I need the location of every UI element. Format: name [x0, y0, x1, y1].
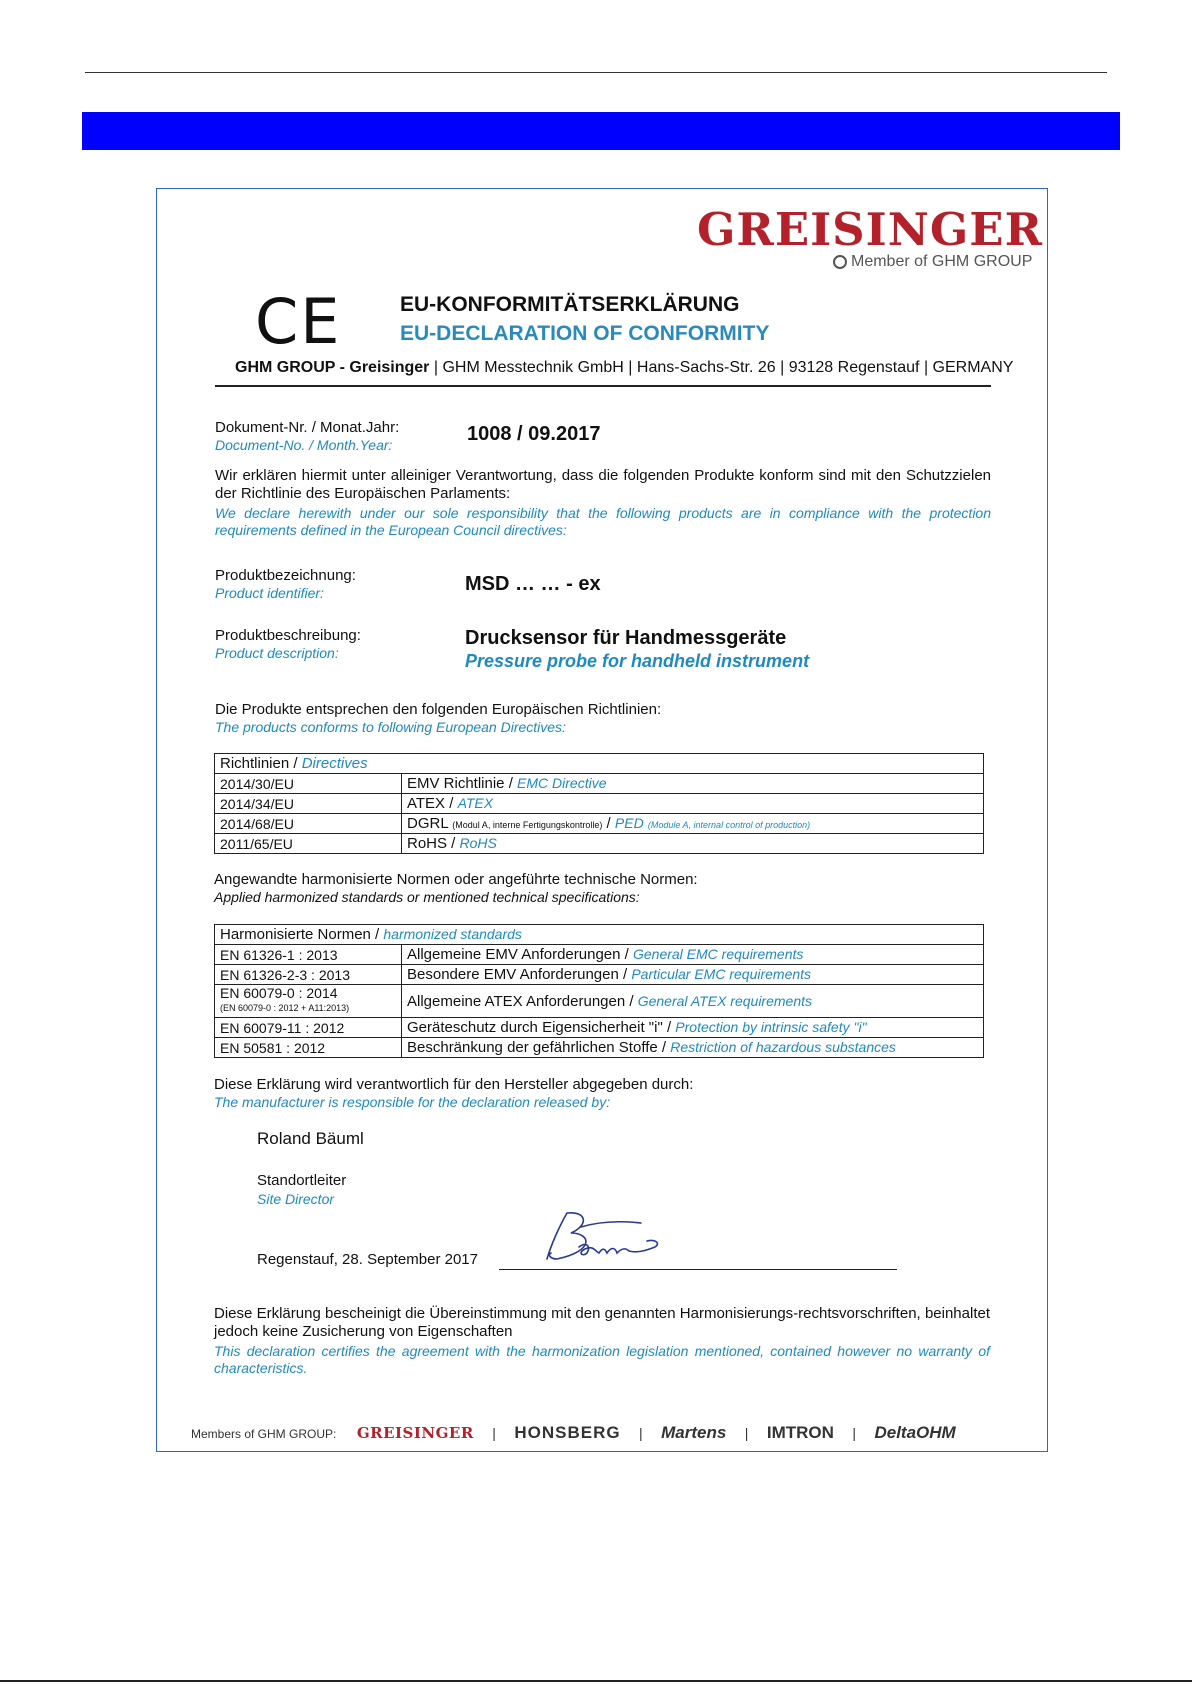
header-divider: [215, 385, 991, 387]
address-part: GHM Messtechnik GmbH: [442, 359, 624, 376]
company-address: GHM GROUP - Greisinger | GHM Messtechnik GmbH | Hans-Sachs-Str. 26 | 93128 Regenstauf | GERMANY: [235, 359, 1014, 376]
brand-deltaohm: DeltaOHM: [874, 1423, 956, 1442]
top-rule: [85, 72, 1107, 73]
document-label-en: Document-No. / Month.Year:: [215, 437, 393, 453]
table-row: 2014/34/EU ATEX / ATEX: [215, 794, 984, 814]
directives-intro-de: Die Produkte entsprechen den folgenden Europäischen Richtlinien:: [215, 701, 662, 718]
declaration-de: Wir erklären hiermit unter alleiniger Verantwortung, dass die folgenden Produkte konform sind mit den Schutzzielen der Richtlinie des Europäischen Parlaments:: [215, 467, 991, 502]
standards-table: [214, 924, 984, 1058]
member-of-ghm: [833, 253, 1032, 271]
address-part: Hans-Sachs-Str. 26: [636, 359, 776, 376]
document-number: 1008 / 09.2017: [467, 423, 601, 445]
signatory-role-en: Site Director: [257, 1191, 335, 1207]
address-part: 93128 Regenstauf: [788, 359, 920, 376]
brand-honsberg: HONSBERG: [514, 1423, 621, 1442]
directives-intro-en: The products conforms to following European Directives:: [215, 719, 566, 735]
title-de: EU-KONFORMITÄTSERKLÄRUNG: [400, 293, 740, 316]
brand-imtron: IMTRON: [766, 1423, 834, 1442]
greisinger-logo: GREISINGER: [697, 203, 1043, 256]
document-label-de: Dokument-Nr. / Monat.Jahr:: [215, 419, 400, 436]
table-row: EN 61326-1 : 2013 Allgemeine EMV Anforderungen / General EMC requirements: [215, 945, 984, 965]
place-date: Regenstauf, 28. September 2017: [257, 1251, 478, 1268]
table-header-row: Harmonisierte Normen / harmonized standards: [215, 925, 984, 945]
section-header-bar: [82, 112, 1120, 150]
table-row: 2011/65/EU RoHS / RoHS: [215, 834, 984, 854]
standards-intro-en: Applied harmonized standards or mentioned technical specifications:: [214, 889, 640, 905]
signatory-role-de: Standortleiter: [257, 1172, 347, 1189]
declaration-en: We declare herewith under our sole responsibility that the following products are in compliance with the protection requirements defined in the European Council directives:: [215, 505, 991, 538]
signature-line: [499, 1269, 897, 1270]
product-description-label-de: Produktbeschreibung:: [215, 627, 361, 644]
product-identifier-label-de: Produktbezeichnung:: [215, 567, 356, 584]
title-en: EU-DECLARATION OF CONFORMITY: [400, 322, 770, 345]
brand-martens: Martens: [661, 1423, 727, 1442]
certificate-image: [156, 188, 1048, 1452]
product-description-de: Drucksensor für Handmessgeräte: [465, 627, 787, 649]
directives-table: [214, 753, 984, 854]
table-row: EN 60079-0 : 2014 (EN 60079-0 : 2012 + A11:2013) Allgemeine ATEX Anforderungen / General ATEX requirements: [215, 985, 984, 1018]
address-part: GERMANY: [932, 359, 1014, 376]
product-identifier-label-en: Product identifier:: [215, 585, 324, 601]
footer-label: Members of GHM GROUP:: [191, 1427, 337, 1441]
brand-greisinger: GREISINGER: [356, 1424, 474, 1442]
signatory-name: Roland Bäuml: [257, 1129, 364, 1148]
circle-icon: [833, 255, 847, 269]
responsible-de: Diese Erklärung wird verantwortlich für den Hersteller abgegeben durch:: [214, 1076, 694, 1093]
product-description-label-en: Product description:: [215, 645, 339, 661]
responsible-en: The manufacturer is responsible for the declaration released by:: [214, 1094, 611, 1110]
bottom-rule: [0, 1680, 1192, 1682]
table-row: EN 61326-2-3 : 2013 Besondere EMV Anforderungen / Particular EMC requirements: [215, 965, 984, 985]
closing-de: Diese Erklärung bescheinigt die Übereinstimmung mit den genannten Harmonisierungs-rechtsvorschriften, beinhaltet jedoch keine Zusicherung von Eigenschaften: [214, 1305, 990, 1340]
table-row: EN 50581 : 2012 Beschränkung der gefährlichen Stoffe / Restriction of hazardous substances: [215, 1038, 984, 1058]
ce-mark: CE: [255, 285, 342, 358]
address-company: GHM GROUP - Greisinger: [235, 359, 430, 376]
handwritten-signature: [537, 1207, 677, 1267]
product-description-en: Pressure probe for handheld instrument: [465, 651, 810, 671]
footer-brands: Members of GHM GROUP: GREISINGER | HONSBERG | Martens | IMTRON | DeltaOHM: [191, 1423, 956, 1442]
table-row: 2014/68/EU DGRL (Modul A, interne Fertigungskontrolle) / PED (Module A, internal control of production): [215, 814, 984, 834]
table-header-row: Richtlinien / Directives: [215, 754, 984, 774]
product-identifier-value: MSD … … - ex: [465, 573, 601, 595]
standards-intro-de: Angewandte harmonisierte Normen oder angeführte technische Normen:: [214, 871, 698, 888]
table-row: 2014/30/EU EMV Richtlinie / EMC Directive: [215, 774, 984, 794]
table-row: EN 60079-11 : 2012 Geräteschutz durch Eigensicherheit "i" / Protection by intrinsic safety "i": [215, 1018, 984, 1038]
member-text: Member of GHM GROUP: [851, 253, 1033, 270]
closing-en: This declaration certifies the agreement with the harmonization legislation mentioned, contained however no warranty of characteristics.: [214, 1343, 990, 1376]
